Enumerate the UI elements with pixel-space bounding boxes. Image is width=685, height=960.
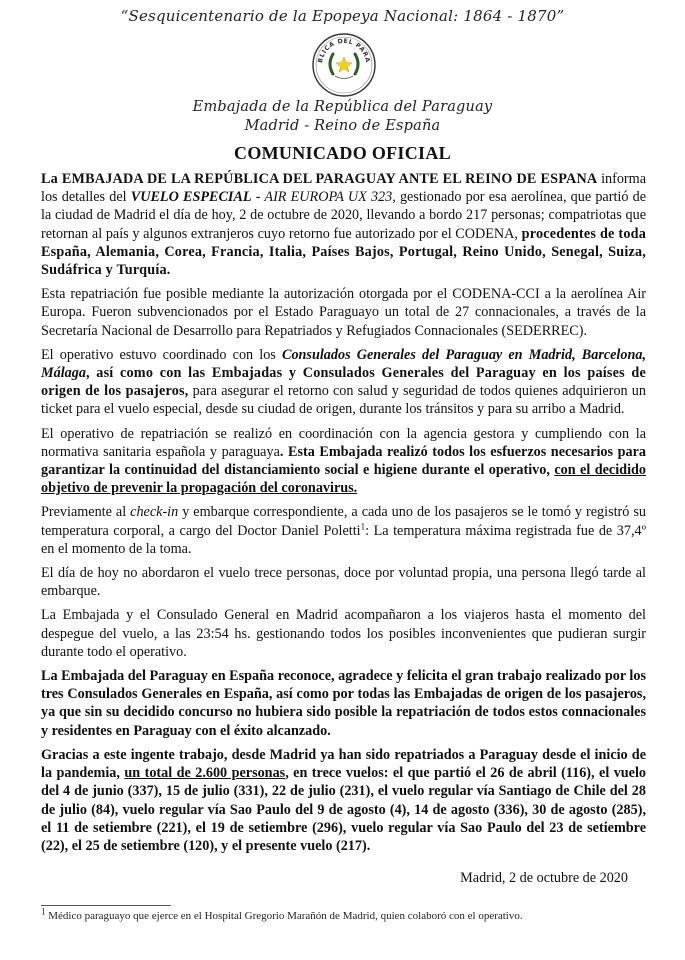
page-title: COMUNICADO OFICIAL xyxy=(234,143,451,163)
footnote-divider xyxy=(41,905,171,906)
communique-body xyxy=(41,170,646,855)
text-run: Gracias a este ingente trabajo, desde Madrid ya han sido repatriados a Paraguay desde el inicio de la pandemia, xyxy=(41,746,646,782)
paragraph-sanitary xyxy=(41,425,646,498)
embassies-text: , así como con las Embajadas y Consulados Generales del Paraguay en los países de origen de los pasajeros, xyxy=(41,365,646,400)
national-seal xyxy=(311,32,377,98)
consulates-list: Consulados Generales del Paraguay en Madrid, Barcelona, Málaga xyxy=(41,346,646,382)
paragraph-departure: La Embajada y el Consulado General en Madrid acompañaron a los viajeros hasta el momento del despegue del vuelo, a las 23:54 hs. gestionando todos los posibles inconvenientes que pudieran surgir durante todo el operativo. xyxy=(41,607,646,660)
paragraph-no-shows: El día de hoy no abordaron el vuelo trece personas, doce por voluntad propia, una persona llegó tarde al embarque. xyxy=(41,565,646,600)
paragraph-temperature xyxy=(41,503,646,558)
text-run: El operativo estuvo coordinado con los xyxy=(41,346,282,363)
objective-text: con el decidido objetivo de prevenir la propagación del coronavirus. xyxy=(41,462,646,497)
flight-number: - AIR EUROPA UX 323 xyxy=(251,189,393,206)
text-run: , gestionado por esa aerolínea, que partió de la ciudad de Madrid el día de hoy, 2 de octubre de 2020, llevando a bordo 217 personas; compatriotas que retornan al país y algunos extranjeros cuyo retorno fue autorizado por el CODENA, xyxy=(41,189,646,242)
paragraph-coordination xyxy=(41,346,646,419)
seal-emblem-icon xyxy=(311,32,377,98)
text-run: para asegurar el retorno con salud y seguridad de todos quienes adquirieron un ticket para el vuelo especial, desde su ciudad de origen, durante los tránsitos y para su arribo a Madrid. xyxy=(41,383,646,418)
embassy-name: Embajada de la República del Paraguay xyxy=(192,99,493,115)
paragraph-acknowledgement: La Embajada del Paraguay en España reconoce, agradece y felicita el gran trabajo realizado por los tres Consulados Generales en España, así como por todas las Embajadas de origen de los pasajeros, ya que sin su decidido concurso no hubiera sido posible la repatriación de todos estos connacionales y residentes en Paraguay con el éxito alcanzado. xyxy=(41,668,646,739)
total-repatriated: un total de 2.600 personas xyxy=(124,765,286,782)
text-run: Previamente al xyxy=(41,504,131,521)
place-date-signoff: Madrid, 2 de octubre de 2020 xyxy=(460,870,628,887)
paragraph-totals xyxy=(41,746,646,855)
embassy-location: Madrid - Reino de España xyxy=(244,118,441,134)
origin-countries: procedentes de toda España, Alemania, Corea, Francia, Italia, Países Bajos, Portugal, Reino Unido, Senegal, Suiza, Sudáfrica y Turquía. xyxy=(41,225,647,279)
footnote-number: 1 xyxy=(41,906,46,917)
flights-list: , en trece vuelos: el que partió el 26 de abril (116), el vuelo del 4 de junio (337), 15 de julio (331), 22 de julio (231), el vuelo regular vía Santiago de Chile del 28 de julio (84), vuelo regular vía Sao Paulo del 9 de agosto (4), 14 de agosto (336), 30 de agosto (285), el 11 de setiembre (221), el 19 de setiembre (296), vuelo regular vía Sao Paulo del 23 de setiembre (22), el 25 de setiembre (120), y el presente vuelo (217). xyxy=(41,765,647,854)
seal-lettering: BLICA DEL PARA xyxy=(316,37,371,64)
flight-name: VUELO ESPECIAL xyxy=(130,189,252,206)
text-run: y embarque correspondiente, a cada uno de los pasajeros se le tomó y registró su temperatura corporal, a cargo del Doctor Daniel Poletti xyxy=(41,504,646,539)
commemorative-motto: “Sesquicentenario de la Epopeya Nacional: 1864 - 1870” xyxy=(120,7,565,25)
text-run: informa los detalles del xyxy=(41,171,646,206)
paragraph-flight-details xyxy=(41,170,646,279)
footnote xyxy=(41,906,646,923)
text-run: El operativo de repatriación se realizó en coordinación con la agencia gestora y cumpliendo con la normativa sanitaria española y paraguaya xyxy=(41,425,646,460)
embassy-heading-text: La EMBAJADA DE LA REPÚBLICA DEL PARAGUAY ANTE EL REINO DE ESPANA xyxy=(41,171,598,187)
paragraph-authorization: Esta repatriación fue posible mediante la autorización otorgada por el CODENA-CCI a la aerolínea Air Europa. Fueron subvencionados por el Estado Paraguayo un total de 27 connacionales, a través de la Secretaría Nacional de Desarrollo para Repatriados y Refugiados Connacionales (SEDERREC). xyxy=(41,286,646,339)
footnote-reference[interactable]: 1 xyxy=(360,520,366,531)
check-in-term: check-in xyxy=(130,504,179,521)
footnote-text: Médico paraguayo que ejerce en el Hospital Gregorio Marañón de Madrid, quien colaboró con el operativo. xyxy=(45,910,523,923)
efforts-text: . Esta Embajada realizó todos los esfuerzos necesarios para garantizar la continuidad del distanciamiento social e higiene durante el operativo, xyxy=(41,443,646,479)
text-run: : La temperatura máxima registrada fue de 37,4º en el momento de la toma. xyxy=(41,522,646,557)
